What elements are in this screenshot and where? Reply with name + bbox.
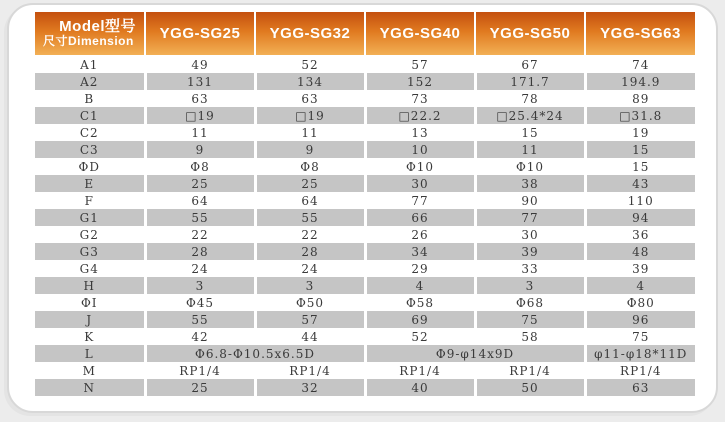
row-label: H [35, 277, 145, 294]
cell: 63 [255, 90, 365, 107]
row-label: ΦD [78, 159, 100, 174]
cell: 77 [475, 209, 585, 226]
table-row [35, 362, 695, 379]
table-row [35, 73, 695, 90]
header-row [35, 12, 695, 56]
cell: 57 [365, 56, 475, 73]
cell: 15 [585, 158, 695, 175]
row-label: E [35, 175, 145, 192]
cell: 34 [365, 243, 475, 260]
cell: 4 [365, 277, 475, 294]
row-label: F [84, 193, 94, 208]
cell: 9 [255, 141, 365, 158]
cell: 58 [475, 328, 585, 345]
cell: RP1/4 [585, 362, 695, 379]
cell: Φ10 [365, 158, 475, 175]
cell: 3 [475, 277, 585, 294]
cell: 40 [365, 379, 475, 396]
cell: 90 [475, 192, 585, 209]
cell: 25 [255, 175, 365, 192]
cell: RP1/4 [255, 362, 365, 379]
cell: 55 [255, 209, 365, 226]
cell: 73 [365, 90, 475, 107]
cell: 39 [475, 243, 585, 260]
row-label: B [84, 91, 95, 106]
cell: 67 [475, 56, 585, 73]
table-row [35, 175, 695, 192]
cell: 66 [365, 209, 475, 226]
table-row [35, 141, 695, 158]
row-label: G2 [79, 227, 99, 242]
cell: □22.2 [365, 107, 475, 124]
cell: RP1/4 [145, 362, 255, 379]
cell: 64 [145, 192, 255, 209]
column-header: YGG-SG63 [585, 12, 695, 56]
cell: Φ58 [365, 294, 475, 311]
row-label: M [82, 363, 96, 378]
row-label: C3 [35, 141, 145, 158]
corner-dimension-label: 尺寸Dimension [43, 33, 134, 48]
cell: Φ8 [255, 158, 365, 175]
cell: 78 [475, 90, 585, 107]
cell: 11 [475, 141, 585, 158]
cell: RP1/4 [475, 362, 585, 379]
cell: 36 [585, 226, 695, 243]
cell: 33 [475, 260, 585, 277]
cell: 50 [475, 379, 585, 396]
cell: 24 [255, 260, 365, 277]
cell: 43 [585, 175, 695, 192]
cell: 110 [585, 192, 695, 209]
cell: 4 [585, 277, 695, 294]
column-header: YGG-SG40 [365, 12, 475, 56]
column-header: YGG-SG32 [255, 12, 365, 56]
cell: 52 [365, 328, 475, 345]
cell: 52 [255, 56, 365, 73]
cell: 57 [255, 311, 365, 328]
cell: φ11-φ18*11D [585, 345, 695, 362]
row-label: G4 [79, 261, 99, 276]
table-row [35, 90, 695, 107]
cell: 28 [255, 243, 365, 260]
row-label: C1 [35, 107, 145, 124]
table-row [35, 277, 695, 294]
cell: Φ10 [475, 158, 585, 175]
content-card [7, 3, 718, 413]
cell: 22 [145, 226, 255, 243]
cell: 64 [255, 192, 365, 209]
row-label: A2 [35, 73, 145, 90]
row-label: ΦI [80, 295, 98, 310]
table-row [35, 158, 695, 175]
cell: 11 [255, 124, 365, 141]
table-row [35, 260, 695, 277]
cell: 96 [585, 311, 695, 328]
cell: 15 [585, 141, 695, 158]
cell: □31.8 [585, 107, 695, 124]
table-row [35, 107, 695, 124]
cell: 15 [475, 124, 585, 141]
cell: 77 [365, 192, 475, 209]
row-label: G1 [35, 209, 145, 226]
corner-model-label: Model型号 [59, 17, 136, 35]
table-row [35, 294, 695, 311]
cell: 49 [145, 56, 255, 73]
table-body [35, 56, 695, 396]
table-row [35, 209, 695, 226]
table-row [35, 243, 695, 260]
cell: □19 [145, 107, 255, 124]
table-header [35, 12, 695, 56]
column-header: YGG-SG50 [475, 12, 585, 56]
cell: Φ45 [145, 294, 255, 311]
row-label: C2 [79, 125, 99, 140]
table-row [35, 311, 695, 328]
cell: Φ6.8-Φ10.5x6.5D [145, 345, 365, 362]
table-row [35, 328, 695, 345]
cell: 25 [145, 379, 255, 396]
table-row [35, 226, 695, 243]
cell: 26 [365, 226, 475, 243]
cell: 63 [585, 379, 695, 396]
cell: 55 [145, 311, 255, 328]
cell: 29 [365, 260, 475, 277]
cell: 9 [145, 141, 255, 158]
table-row [35, 345, 695, 362]
cell: 94 [585, 209, 695, 226]
cell: RP1/4 [365, 362, 475, 379]
cell: 13 [365, 124, 475, 141]
cell: Φ50 [255, 294, 365, 311]
cell: 30 [365, 175, 475, 192]
corner-header [35, 12, 145, 56]
row-label: A1 [80, 58, 99, 73]
cell: 22 [255, 226, 365, 243]
cell: 69 [365, 311, 475, 328]
table-row [35, 379, 695, 396]
cell: 19 [585, 124, 695, 141]
table-row [35, 124, 695, 141]
table-row [35, 192, 695, 209]
cell: 171.7 [475, 73, 585, 90]
cell: 48 [585, 243, 695, 260]
cell: 152 [365, 73, 475, 90]
cell: 3 [145, 277, 255, 294]
cell: 194.9 [585, 73, 695, 90]
cell: 24 [145, 260, 255, 277]
cell: 42 [145, 328, 255, 345]
cell: 75 [585, 328, 695, 345]
row-label: K [84, 329, 95, 344]
cell: 3 [255, 277, 365, 294]
cell: 11 [145, 124, 255, 141]
row-label: N [35, 379, 145, 396]
cell: □19 [255, 107, 365, 124]
cell: 25 [145, 175, 255, 192]
dimension-table [35, 12, 695, 396]
cell: Φ8 [145, 158, 255, 175]
cell: 30 [475, 226, 585, 243]
cell: 131 [145, 73, 255, 90]
table-row [35, 56, 695, 73]
cell: 38 [475, 175, 585, 192]
cell: 75 [475, 311, 585, 328]
cell: Φ68 [475, 294, 585, 311]
cell: Φ80 [585, 294, 695, 311]
cell: 10 [365, 141, 475, 158]
cell: 134 [255, 73, 365, 90]
cell: 32 [255, 379, 365, 396]
cell: 74 [585, 56, 695, 73]
cell: 44 [255, 328, 365, 345]
cell: 89 [585, 90, 695, 107]
cell: 63 [145, 90, 255, 107]
row-label: L [35, 345, 145, 362]
cell: 39 [585, 260, 695, 277]
row-label: J [35, 311, 145, 328]
cell: 55 [145, 209, 255, 226]
row-label: G3 [35, 243, 145, 260]
cell: Φ9-φ14x9D [365, 345, 585, 362]
cell: 28 [145, 243, 255, 260]
column-header: YGG-SG25 [145, 12, 255, 56]
cell: □25.4*24 [475, 107, 585, 124]
